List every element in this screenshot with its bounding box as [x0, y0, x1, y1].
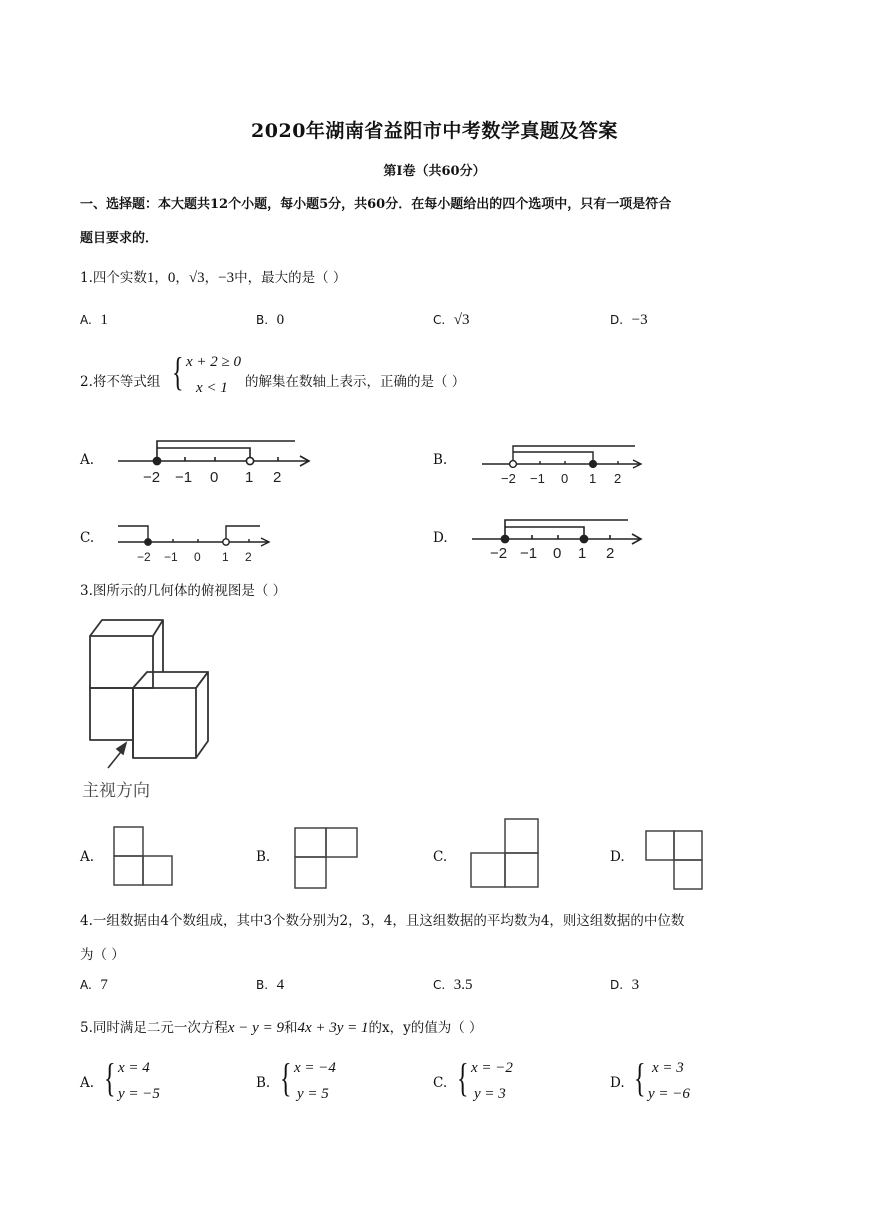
q3-solid-figure [90, 620, 208, 758]
q1-number-neg3: −3 [218, 270, 235, 286]
question-4-line2: 为（ ） [80, 947, 125, 963]
tick-label: 1 [578, 545, 587, 562]
q2-option-c-label[interactable]: C. [80, 530, 95, 546]
question-1-stem: 1.四个实数1，0，√3，−3中，最大的是（ ） [80, 270, 347, 286]
tick-label: 2 [273, 469, 282, 486]
page-title: 2020年湖南省益阳市中考数学真题及答案 [251, 120, 618, 142]
question-1-suffix: 中，最大的是（ ） [234, 270, 347, 286]
tick-label: 2 [606, 545, 615, 562]
q5-option-c-line2: y = 3 [474, 1086, 506, 1102]
question-4-line1: 4.一组数据由4个数组成，其中3个数分别为2，3，4，且这组数据的平均数为4，则这组数据的中位数 [80, 913, 685, 929]
q2-number-line-b [482, 446, 641, 468]
tick-label: 2 [245, 550, 252, 564]
question-2-prefix: 2.将不等式组 [80, 374, 161, 390]
q2-number-line-d [472, 520, 641, 544]
q5-option-b-label[interactable]: B. [256, 1075, 271, 1091]
question-3-stem: 3.图所示的几何体的俯视图是（ ） [80, 583, 287, 599]
tick-label: −1 [530, 471, 545, 486]
tick-label: −2 [143, 469, 161, 486]
q4-option-b-label: B. [256, 978, 269, 992]
q1-number-sqrt3: √3 [188, 270, 205, 286]
tick-label: 2 [614, 471, 622, 486]
q1-option-d-label: D. [610, 313, 624, 327]
q5-option-a-label[interactable]: A. [80, 1075, 95, 1091]
tick-label: 0 [194, 550, 201, 564]
tick-label: 1 [245, 469, 254, 486]
q2-option-b-label[interactable]: B. [433, 452, 448, 468]
question-2-suffix: 的解集在数轴上表示，正确的是（ ） [245, 374, 466, 390]
question-5-stem [80, 1016, 483, 1037]
q3-option-a-label[interactable]: A. [80, 849, 95, 865]
q3-direction-caption: 主视方向 [82, 781, 150, 801]
q4-option-b-value: 4 [276, 977, 285, 993]
question-1-prefix: 1.四个实数 [80, 270, 147, 286]
q5-option-a-brace: { [104, 1055, 116, 1100]
q5-option-a-line2: y = −5 [118, 1086, 160, 1102]
q4-option-d[interactable] [610, 977, 639, 994]
q1-number-1: 1 [146, 270, 155, 286]
q2-number-line-d-ticks [490, 545, 614, 562]
q4-option-d-value: 3 [631, 977, 640, 993]
q5-option-c-brace: { [457, 1055, 469, 1100]
q1-option-c-label: C. [433, 313, 446, 327]
q1-option-b-label: B. [256, 313, 269, 327]
q2-option-a-label[interactable]: A. [80, 452, 95, 468]
q3-option-a-figure [114, 827, 172, 885]
q1-option-a-label: A. [80, 313, 92, 327]
q3-option-d-figure [646, 831, 702, 889]
q2-number-line-b-ticks [501, 471, 621, 486]
tick-label: −2 [137, 550, 151, 564]
q5-option-c-line1: x = −2 [471, 1060, 513, 1076]
q2-inequality-2: x < 1 [196, 380, 228, 396]
q1-option-b-value: 0 [276, 312, 285, 328]
question-5-prefix: 5.同时满足二元一次方程 [80, 1020, 228, 1036]
q5-option-d-line1: x = 3 [652, 1060, 684, 1076]
q5-option-c-label[interactable]: C. [433, 1075, 448, 1091]
tick-label: 0 [561, 471, 569, 486]
question-5-mid: 和 [283, 1020, 298, 1036]
q3-option-c-label[interactable]: C. [433, 849, 448, 865]
q3-option-b-label[interactable]: B. [256, 849, 271, 865]
q5-equation-2: 4x + 3y = 1 [297, 1020, 369, 1036]
q1-option-a-value: 1 [100, 312, 108, 328]
q5-option-d-line2: y = −6 [648, 1086, 690, 1102]
q5-option-b-brace: { [280, 1055, 292, 1100]
tick-label: −2 [501, 471, 516, 486]
tick-label: 1 [589, 471, 597, 486]
q1-option-d-value: −3 [631, 312, 648, 328]
q5-option-d-brace: { [634, 1055, 646, 1100]
q2-system-brace: { [172, 349, 184, 394]
q5-option-a-line1: x = 4 [118, 1060, 150, 1076]
q3-option-d-label[interactable]: D. [610, 849, 625, 865]
q3-option-b-figure [295, 828, 357, 888]
section-instructions-line2: 题目要求的． [80, 231, 159, 246]
q2-number-line-c-ticks [137, 550, 252, 564]
tick-label: −1 [520, 545, 538, 562]
q4-option-a-label: A. [80, 978, 92, 992]
tick-label: 1 [222, 550, 229, 564]
q5-option-b-line1: x = −4 [294, 1060, 336, 1076]
q1-number-0: 0 [167, 270, 176, 286]
arrow-icon [108, 743, 126, 768]
q2-number-line-a [118, 441, 309, 466]
q4-option-c-label: C. [433, 978, 446, 992]
q2-number-line-a-ticks [143, 469, 281, 486]
q2-option-d-label[interactable]: D. [433, 530, 448, 546]
q2-inequality-1: x + 2 ≥ 0 [186, 354, 242, 370]
q5-option-d-label[interactable]: D. [610, 1075, 625, 1091]
tick-label: −2 [490, 545, 508, 562]
q4-option-d-label: D. [610, 978, 624, 992]
page-subtitle: 第Ⅰ卷（共60分） [383, 164, 486, 179]
tick-label: 0 [210, 469, 219, 486]
q5-equation-1: x − y = 9 [227, 1020, 284, 1036]
tick-label: −1 [175, 469, 193, 486]
q3-option-c-figure [471, 819, 538, 887]
q4-option-a-value: 7 [100, 977, 108, 993]
q4-option-c-value: 3.5 [453, 977, 473, 993]
q1-option-c-value: √3 [453, 312, 470, 328]
question-5-suffix: 的x，y的值为（ ） [368, 1020, 483, 1036]
q4-option-c[interactable] [433, 977, 473, 994]
tick-label: −1 [164, 550, 178, 564]
tick-label: 0 [553, 545, 562, 562]
q5-option-b-line2: y = 5 [297, 1086, 329, 1102]
q2-number-line-c [118, 526, 269, 546]
q4-option-b[interactable] [256, 977, 284, 994]
section-instructions-line1: 一、选择题：本大题共12个小题，每小题5分，共60分．在每小题给出的四个选项中，只有一项是符合 [80, 197, 672, 212]
q4-option-a[interactable] [80, 977, 108, 994]
